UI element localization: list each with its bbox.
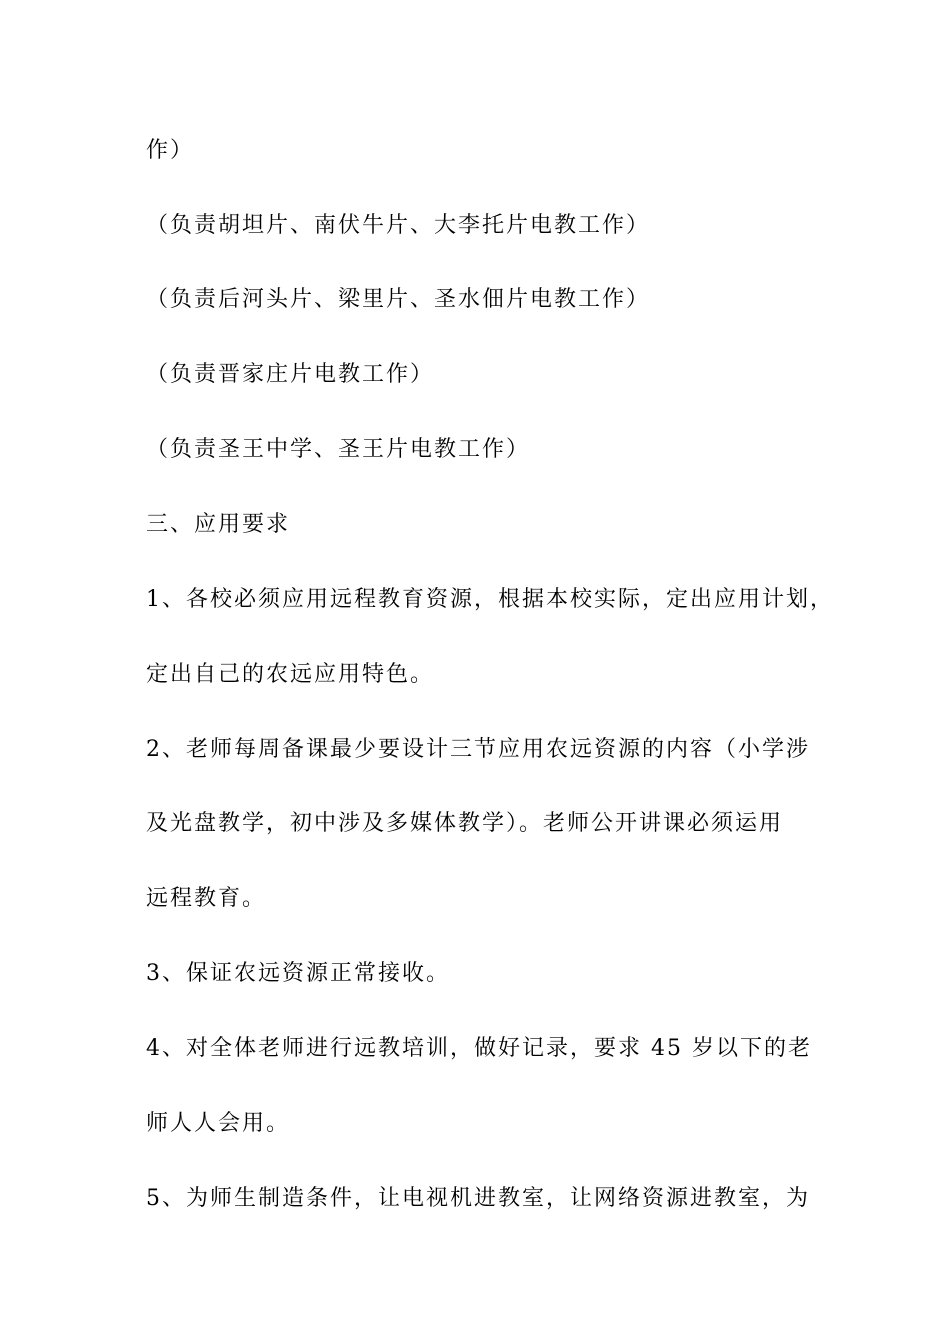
text-line: 及光盘教学，初中涉及多媒体教学）。老师公开讲课必须运用 — [146, 811, 784, 836]
text-line: （负责圣王中学、圣王片电教工作） — [146, 437, 531, 462]
text-line: 作） — [146, 138, 195, 163]
text-line: 远程教育。 — [146, 886, 267, 911]
text-line: 5、为师生制造条件，让电视机进教室，让网络资源进教室，为 — [146, 1186, 810, 1211]
text-line: 1、各校必须应用远程教育资源，根据本校实际，定出应用计划， — [146, 587, 834, 612]
section-heading: 三、应用要求 — [146, 512, 291, 537]
text-line: 师人人会用。 — [146, 1111, 291, 1136]
text-line: 4、对全体老师进行远教培训，做好记录，要求 45 岁以下的老 — [146, 1036, 812, 1061]
text-line: 定出自己的农远应用特色。 — [146, 662, 435, 687]
text-line: 2、老师每周备课最少要设计三节应用农远资源的内容（小学涉 — [146, 737, 810, 762]
text-line: （负责胡坦片、南伏牛片、大李托片电教工作） — [146, 213, 651, 238]
text-line: （负责后河头片、梁里片、圣水佃片电教工作） — [146, 287, 651, 312]
text-line: （负责晋家庄片电教工作） — [146, 362, 435, 387]
text-line: 3、保证农远资源正常接收。 — [146, 961, 450, 986]
